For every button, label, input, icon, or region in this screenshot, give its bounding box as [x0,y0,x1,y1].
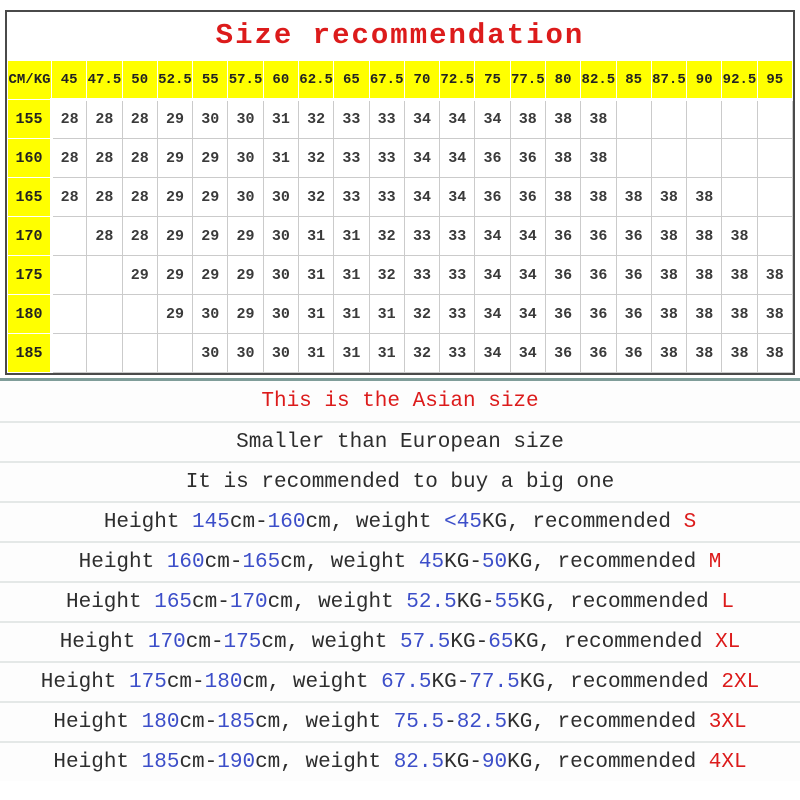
size-cell: 33 [404,256,439,295]
size-cell: 38 [687,178,722,217]
table-row [8,139,793,178]
note-segment: KG- [444,550,482,574]
size-cell: 36 [545,295,580,334]
size-cell: 38 [651,295,686,334]
height-header-cell: 180 [8,295,52,334]
size-cell: 38 [581,178,616,217]
note-segment: Height [103,510,193,534]
note-segment: KG- [456,590,495,614]
size-cell: 29 [157,178,192,217]
size-cell: 28 [87,217,122,256]
size-cell: 34 [510,256,545,295]
note-segment: 170 [147,630,186,654]
size-cell: 38 [581,100,616,139]
note-segment: KG, recommended [519,590,722,614]
size-cell: 36 [475,139,510,178]
size-cell: 29 [193,178,228,217]
note-segment: 2XL [721,670,760,694]
size-cell: 34 [440,139,475,178]
size-cell: 38 [687,217,722,256]
notes-section [0,378,800,781]
height-header-cell: 165 [8,178,52,217]
table-row [8,256,793,295]
size-cell: 36 [545,334,580,373]
note-segment: L [721,590,734,614]
note-segment: KG, recommended [507,550,709,574]
note-segment: cm, weight [242,670,382,694]
height-header-cell: 155 [8,100,52,139]
size-cell: 33 [369,100,404,139]
size-cell: 31 [298,217,333,256]
size-cell: 36 [581,295,616,334]
size-cell [87,295,122,334]
size-cell: 34 [475,334,510,373]
size-cell [722,139,757,178]
note-segment: 55 [494,590,520,614]
size-cell: 29 [122,256,157,295]
size-cell: 30 [228,178,263,217]
size-cell: 31 [334,295,369,334]
note-segment: KG, recommended [513,630,716,654]
note-asian-size [0,381,800,421]
note-segment: 67.5 [381,670,432,694]
size-cell: 33 [334,178,369,217]
note-rec-m [0,541,800,581]
size-cell: 30 [228,100,263,139]
size-cell: 38 [651,334,686,373]
size-cell: 29 [157,256,192,295]
note-segment: KG- [444,750,482,774]
size-cell: 33 [334,100,369,139]
note-segment: cm, weight [280,550,419,574]
weight-header-cell: 60 [263,61,298,100]
size-cell: 28 [122,100,157,139]
size-cell: 30 [263,178,298,217]
size-cell: 30 [263,295,298,334]
size-cell: 28 [122,217,157,256]
note-segment: cm, weight [255,710,394,734]
size-cell: 34 [475,256,510,295]
note-segment: KG- [431,670,470,694]
size-cell: 34 [510,334,545,373]
size-cell: 33 [369,178,404,217]
note-segment: 165 [154,590,193,614]
note-segment: cm- [185,630,224,654]
note-segment: 170 [229,590,268,614]
size-cell: 33 [440,334,475,373]
note-rec-xl [0,621,800,661]
size-cell: 34 [404,100,439,139]
size-cell: 36 [616,334,651,373]
note-segment: KG, recommended [519,670,722,694]
weight-header-cell: 75 [475,61,510,100]
size-cell: 38 [651,217,686,256]
size-cell: 33 [404,217,439,256]
size-cell: 38 [651,256,686,295]
note-segment: Smaller than European size [236,430,564,454]
note-smaller [0,421,800,461]
size-cell: 29 [228,217,263,256]
size-cell: 30 [193,334,228,373]
weight-header-cell: 45 [52,61,87,100]
note-segment: 165 [242,550,281,574]
note-segment: - [444,710,457,734]
size-cell: 32 [298,100,333,139]
size-cell: 29 [157,139,192,178]
size-cell: 31 [334,334,369,373]
size-cell: 31 [369,295,404,334]
size-cell: 30 [228,334,263,373]
size-cell: 36 [616,217,651,256]
note-segment: 180 [141,710,180,734]
size-cell: 38 [616,178,651,217]
table-row [8,100,793,139]
weight-header-cell: 70 [404,61,439,100]
weight-header-cell: 95 [757,61,792,100]
weight-header-cell: 57.5 [228,61,263,100]
size-cell: 30 [263,217,298,256]
size-cell: 30 [263,256,298,295]
note-segment: Height [66,590,155,614]
size-cell: 34 [510,295,545,334]
size-cell: 32 [404,334,439,373]
size-cell: 31 [334,217,369,256]
weight-header-cell: 50 [122,61,157,100]
note-segment: 145 [192,510,230,534]
table-row [8,178,793,217]
size-cell [757,217,792,256]
size-cell [52,256,87,295]
size-cell: 38 [510,100,545,139]
size-cell [757,178,792,217]
size-cell: 34 [404,139,439,178]
size-cell: 36 [581,217,616,256]
size-cell: 34 [475,217,510,256]
size-cell: 32 [369,217,404,256]
size-cell: 38 [722,217,757,256]
weight-header-cell: 55 [193,61,228,100]
size-cell: 33 [334,139,369,178]
size-cell: 38 [651,178,686,217]
note-segment: cm, weight [267,590,407,614]
note-segment: Height [40,670,130,694]
weight-header-cell: 47.5 [87,61,122,100]
size-cell: 30 [193,100,228,139]
height-header-cell: 160 [8,139,52,178]
size-cell: 30 [228,139,263,178]
note-segment: cm, weight [255,750,394,774]
note-segment: cm- [179,750,218,774]
note-segment: cm- [204,550,243,574]
note-segment: 190 [217,750,256,774]
size-cell: 31 [334,256,369,295]
size-cell: 32 [404,295,439,334]
size-cell: 28 [87,178,122,217]
note-segment: <45 [444,510,482,534]
size-cell: 31 [263,139,298,178]
size-cell: 34 [440,178,475,217]
size-cell: 28 [122,139,157,178]
size-cell: 38 [687,295,722,334]
height-header-cell: 170 [8,217,52,256]
size-cell [651,139,686,178]
note-segment: 77.5 [469,670,520,694]
note-segment: KG, recommended [507,710,709,734]
size-cell [122,334,157,373]
size-cell [122,295,157,334]
size-cell: 29 [193,256,228,295]
size-cell [616,100,651,139]
size-cell: 34 [440,100,475,139]
size-cell: 29 [228,256,263,295]
size-cell: 29 [157,295,192,334]
size-cell: 29 [228,295,263,334]
note-segment: 90 [481,750,508,774]
size-cell: 36 [616,295,651,334]
note-segment: XL [715,630,741,654]
note-segment: Height [59,630,148,654]
size-cell: 38 [687,256,722,295]
size-cell: 32 [369,256,404,295]
unit-header-cell: CM/KG [8,61,52,100]
size-cell: 33 [369,139,404,178]
note-rec-2xl [0,661,800,701]
size-cell: 30 [263,334,298,373]
note-segment: M [708,550,722,574]
weight-header-cell: 82.5 [581,61,616,100]
table-row [8,295,793,334]
note-segment: cm, weight [305,510,445,534]
height-header-cell: 185 [8,334,52,373]
size-chart-table [7,60,793,373]
note-segment: 3XL [708,710,747,734]
note-segment: cm- [192,590,230,614]
weight-header-cell: 62.5 [298,61,333,100]
weight-header-cell: 52.5 [157,61,192,100]
size-cell: 31 [298,256,333,295]
note-segment: 45 [418,550,445,574]
note-segment: 160 [267,510,306,534]
note-segment: cm- [166,670,205,694]
table-row [8,334,793,373]
size-cell: 38 [545,178,580,217]
note-segment: 50 [481,550,508,574]
note-segment: cm, weight [261,630,400,654]
size-cell: 36 [475,178,510,217]
size-cell: 31 [298,334,333,373]
size-cell [757,100,792,139]
note-segment: 175 [129,670,167,694]
size-cell: 38 [757,334,792,373]
size-cell: 34 [404,178,439,217]
note-segment: 52.5 [406,590,457,614]
table-header-row [8,61,793,100]
size-cell: 32 [298,178,333,217]
size-cell [52,295,87,334]
size-cell [757,139,792,178]
note-rec-4xl [0,741,800,781]
note-segment: 57.5 [399,630,451,654]
size-cell [52,334,87,373]
note-segment: cm- [229,510,268,534]
size-cell: 33 [440,256,475,295]
weight-header-cell: 90 [687,61,722,100]
size-cell [687,100,722,139]
size-cell [52,217,87,256]
note-segment: Height [53,750,142,774]
size-cell: 28 [87,100,122,139]
weight-header-cell: 85 [616,61,651,100]
note-rec-l [0,581,800,621]
size-cell [687,139,722,178]
size-cell: 31 [263,100,298,139]
note-segment: 82.5 [456,710,508,734]
size-cell: 28 [52,178,87,217]
note-segment: cm- [179,710,218,734]
note-segment: 4XL [708,750,747,774]
note-segment: 65 [488,630,514,654]
size-cell: 36 [581,256,616,295]
size-cell: 28 [52,100,87,139]
size-table-panel [5,10,795,375]
size-cell: 34 [510,217,545,256]
size-cell [651,100,686,139]
size-cell: 38 [722,334,757,373]
size-cell: 32 [298,139,333,178]
size-cell: 36 [545,256,580,295]
size-cell: 38 [581,139,616,178]
size-cell: 38 [757,295,792,334]
note-segment: 175 [223,630,262,654]
size-cell: 38 [687,334,722,373]
note-segment: S [683,510,697,534]
weight-header-cell: 92.5 [722,61,757,100]
size-cell: 31 [369,334,404,373]
size-table-title: Size recommendation [215,19,585,52]
note-segment: KG, recommended [507,750,709,774]
size-cell: 33 [440,217,475,256]
size-cell: 29 [157,217,192,256]
note-segment: 82.5 [393,750,445,774]
size-cell: 34 [475,100,510,139]
size-cell [616,139,651,178]
weight-header-cell: 72.5 [440,61,475,100]
table-body [8,100,793,373]
size-cell: 36 [510,139,545,178]
note-segment: KG, recommended [481,510,684,534]
size-cell: 36 [510,178,545,217]
size-cell: 30 [193,295,228,334]
note-segment: Height [78,550,167,574]
note-segment: This is the Asian size [261,389,539,413]
size-cell: 33 [440,295,475,334]
size-cell [722,100,757,139]
note-buy-big [0,461,800,501]
size-cell [87,256,122,295]
size-cell [87,334,122,373]
size-cell: 34 [475,295,510,334]
note-segment: 180 [204,670,243,694]
size-cell: 38 [722,256,757,295]
note-segment: Height [53,710,142,734]
weight-header-cell: 80 [545,61,580,100]
size-cell: 29 [157,100,192,139]
size-cell: 38 [545,139,580,178]
size-cell [722,178,757,217]
note-segment: 75.5 [393,710,445,734]
size-cell: 28 [87,139,122,178]
note-rec-3xl [0,701,800,741]
table-row [8,217,793,256]
height-header-cell: 175 [8,256,52,295]
size-cell: 31 [298,295,333,334]
size-cell: 38 [722,295,757,334]
size-cell: 36 [581,334,616,373]
note-segment: KG- [450,630,489,654]
note-segment: 160 [166,550,205,574]
size-cell: 29 [193,139,228,178]
weight-header-cell: 65 [334,61,369,100]
note-segment: 185 [141,750,180,774]
size-cell: 38 [757,256,792,295]
size-cell: 28 [122,178,157,217]
size-cell: 38 [545,100,580,139]
size-cell: 28 [52,139,87,178]
size-cell [157,334,192,373]
size-cell: 29 [193,217,228,256]
weight-header-cell: 77.5 [510,61,545,100]
note-segment: 185 [217,710,256,734]
size-cell: 36 [616,256,651,295]
note-rec-s [0,501,800,541]
size-cell: 36 [545,217,580,256]
note-segment: It is recommended to buy a big one [185,470,615,494]
weight-header-cell: 87.5 [651,61,686,100]
weight-header-cell: 67.5 [369,61,404,100]
